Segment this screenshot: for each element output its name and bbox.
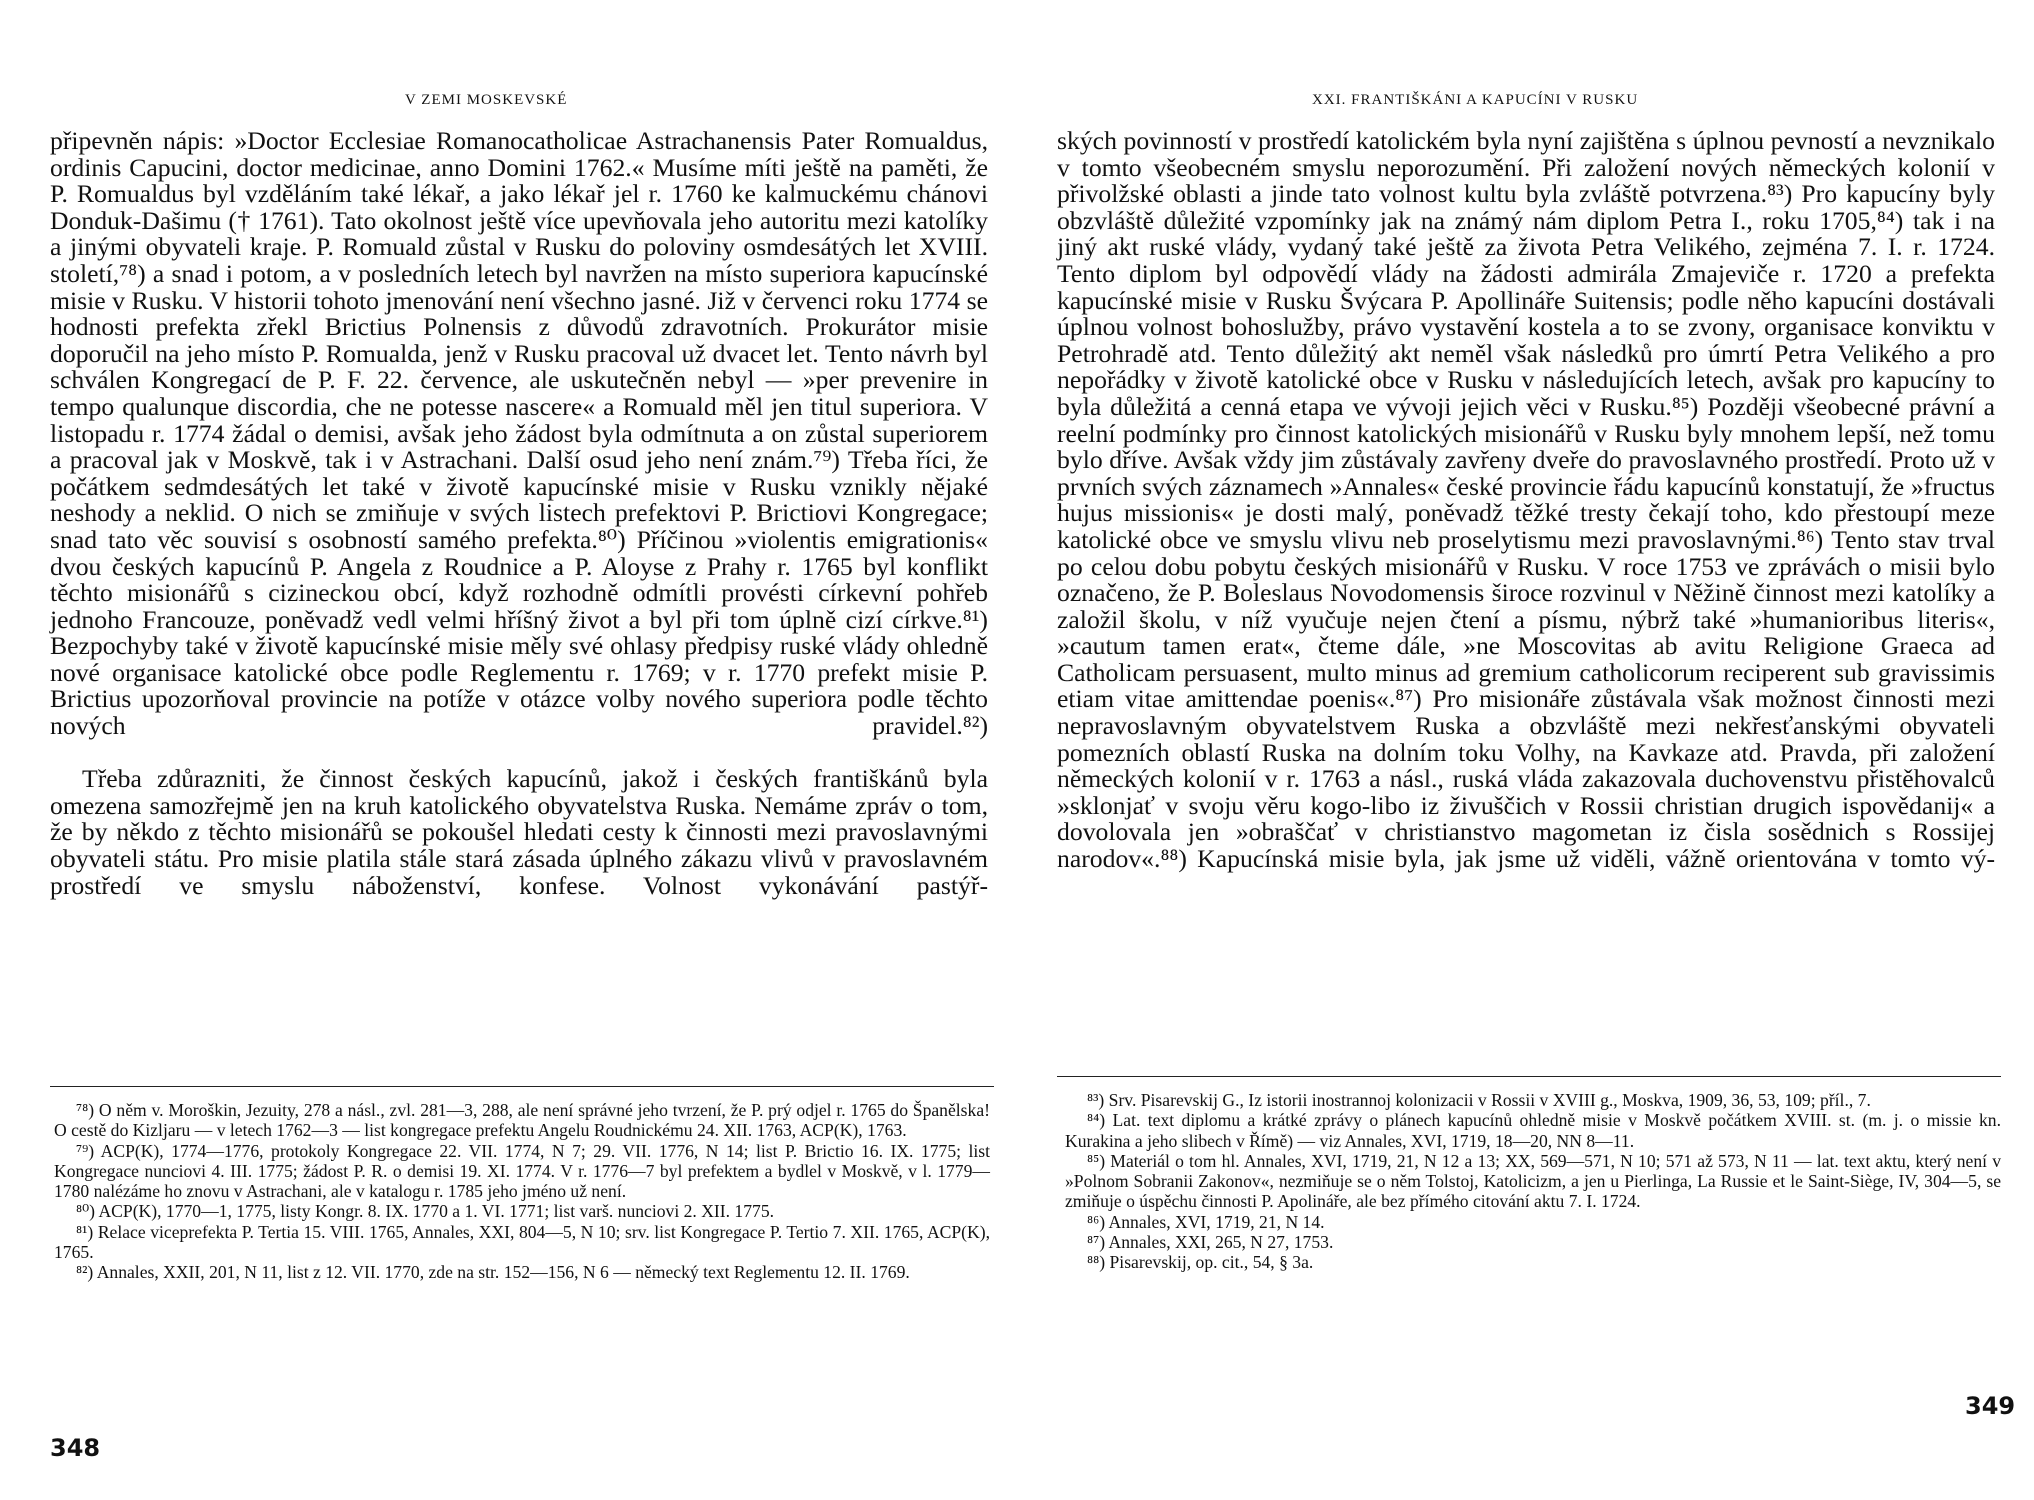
body-text xyxy=(1057,128,1995,899)
footnote: ⁸⁴) Lat. text diplomu a krátké zprávy o plánech kapucínů ohledně misie v Moskvě počátkem XVIII. st. (m. j. o missie kn. Kurakina a jeho slibech v Římě) — viz Annales, XVI, 1719, 18—20, NN 8—11. xyxy=(1065,1110,2001,1151)
running-head: V ZEMI MOSKEVSKÉ xyxy=(405,92,568,108)
footnote: ⁸⁶) Annales, XVI, 1719, 21, N 14. xyxy=(1087,1211,1325,1232)
footnote: ⁸¹) Relace viceprefekta P. Tertia 15. VIII. 1765, Annales, XXI, 804—5, N 10; srv. list Kongregace P. Tertio 7. XII. 1765, ACP(K), 1765. xyxy=(54,1221,990,1263)
paragraph: připevněn nápis: »Doctor Ecclesiae Romanocatholicae Astrachanensis Pater Romualdus, ordinis Capucini, doctor medicinae, anno Domini 1762.« Musíme míti ještě na paměti, že P. Romualdus byl vzděláním také lékař, a jako lékař jel r. 1760 ke kalmuckému chánovi Donduk-Dašimu († 1761). Tato okolnost ještě více upevňovala jeho autoritu mezi katolíky a jinými obyvateli kraje. P. Romuald zůstal v Rusku do poloviny osmdesátých let XVIII. století,⁷⁸) a snad i potom, a v posledních letech byl navržen na místo superiora kapucínské misie v Rusku. V historii tohoto jmenování není všechno jasné. Již v červenci roku 1774 se hodnosti prefekta zřekl Brictius Polnensis z důvodů zdravotních. Prokurátor misie doporučil na jeho místo P. Romualda, jenž v Rusku pracoval už dvacet let. Tento návrh byl schválen Kongregací de P. F. 22. července, ale uskutečněn nebyl — »per prevenire in tempo qualunque discordia, che ne potesse nascere« a Romuald měl jen titul superiora. V listopadu r. 1774 žádal o demisi, avšak jeho žádost byla odmítnuta a on zůstal superiorem a pracoval jak v Moskvě, tak i v Astrachani. Další osud jeho není znám.⁷⁹) Třeba říci, že počátkem sedmdesátých let také v životě kapucínské misie v Rusku vznikly nějaké neshody a neklid. O nich se zmiňuje v svých listech prefektovi P. Brictiovi Kongregace; snad tato věc souvisí s osobností samého prefekta.⁸⁰) Příčinou »violentis emigrationis« dvou českých kapucínů P. Angela z Roudnice a P. Aloyse z Prahy r. 1765 byl konflikt těchto misionářů s cizineckou obcí, když rozhodně odmítli provésti církevní pohřeb jednoho Francouze, poněvadž vedl velmi hříšný život a byl při tom úplně cizí církve.⁸¹) Bezpochyby také v životě kapucínské misie měly své ohlasy předpisy ruské vlády ohledně nové organisace katolické obce podle Reglementu r. 1769; v r. 1770 prefekt misie P. Brictius upozorňoval provincie na potíže v otázce volby nového superiora podle těchto nových pravidel.⁸²) xyxy=(50,126,988,741)
paragraph: Třeba zdůrazniti, že činnost českých kapucínů, jakož i českých františkánů byla omezena samozřejmě jen na kruh katolického obyvatelstva Ruska. Nemáme zpráv o tom, že by někdo z těchto misionářů se pokoušel hledati cesty k činnosti mezi pravoslavnými obyvateli státu. Pro misie platila stále stará zásada úplného zákazu vlivů v pravoslavném prostředí ve smyslu náboženství, konfese. Volnost vykonávání pastýř- xyxy=(50,764,988,900)
footnote-divider xyxy=(50,1086,994,1087)
footnotes xyxy=(1065,1090,2001,1273)
footnote: ⁷⁸) O něm v. Moroškin, Jezuity, 278 a násl., zvl. 281—3, 288, ale není správné jeho tvrzení, že P. prý odjel r. 1765 do Španělska! O cestě do Kizljaru — v letech 1762—3 — list kongregace prefektu Angelu Roudnickému 24. XII. 1763, ACP(K), 1763. xyxy=(54,1100,990,1141)
footnotes xyxy=(54,1100,990,1283)
footnote: ⁸⁵) Materiál o tom hl. Annales, XVI, 1719, 21, N 12 a 13; XX, 569—571, N 10; 571 až 573, N 11 — lat. text aktu, který není v »Polnom Sobranii Zakonov«, nezmiňuje se o něm Tolstoj, Katolicizm, a jen u Pierlinga, La Russie et le Saint-Siège, IV, 304—5, se zmiňuje o úspěchu činnosti P. Apolináře, ale bez přímého citování aktu 7. I. 1724. xyxy=(1065,1150,2001,1212)
body-text xyxy=(50,128,988,926)
footnote: ⁸³) Srv. Pisarevskij G., Iz istorii inostrannoj kolonizacii v Rossii v XVIII g., Moskva, 1909, 36, 53, 109; příl., 7. xyxy=(1087,1090,1871,1110)
paragraph: ských povinností v prostředí katolickém byla nyní zajištěna s úplnou pevností a nevznikalo v tomto všeobecném smyslu neporozumění. Při založení nových německých kolonií v přivolžské oblasti a jinde tato volnost kultu byla zvláště potvrzena.⁸³) Pro kapucíny byly obzvláště důležité vzpomínky jak na známý nám diplom Petra I., roku 1705,⁸⁴) tak i na jiný akt ruské vlády, vydaný také ještě za života Petra Velikého, zejména 7. I. r. 1724. Tento diplom byl odpovědí vlády na žádosti admirála Zmajeviče r. 1720 a prefekta kapucínské misie v Rusku Švýcara P. Apollináře Suitensis; podle něho kapucíni dostávali úplnou volnost bohoslužby, právo vystavění kostela a to se zvony, organisace konviktu v Petrohradě atd. Tento důležitý akt neměl však následků pro úmrtí Petra Velikého a pro nepořádky v životě katolické obce v Rusku v následujících letech, avšak pro kapucíny to byla důležitá a cenná etapa ve vývoji jejich věci v Rusku.⁸⁵) Později všeobecné právní a reelní podmínky pro činnost katolických misionářů v Rusku byly mnohem lepší, než tomu bylo dříve. Avšak vždy jim zůstávaly zavřeny dveře do pravoslavného prostředí. Proto už v prvních svých záznamech »Annales« české provincie řádu kapucínů konstatují, že »fructus hujus missionis« je dosti malý, poněvadž těžké tresty čekají toho, kdo přestoupí meze katolické obce ve smyslu vlivu neb proselytismu mezi pravoslavnými.⁸⁶) Tento stav trval po celou dobu pobytu českých misionářů v Rusku. V roce 1753 ve zprávách o misii bylo označeno, že P. Boleslaus Novodomensis široce rozvinul v Něžině činnost mezi katolíky a založil školu, v níž vyučuje nejen čtení a písmu, nýbrž také »humanioribus literis«, »cautum tamen erat«, čteme dále, »ne Moscovitas ab avitu Religione Graeca ad Catholicam persuasent, multo minus ad gremium catholicorum reciperent sub gravissimis etiam vitae amittendae poenis«.⁸⁷) Pro misionáře zůstávala však možnost činnosti mezi nepravoslavným obyvatelstvem Ruska a obzvláště mezi nekřesťanskými obyvateli pomezních oblastí Ruska na dolním toku Volhy, na Kavkaze atd. Pravda, při založení německých kolonií v r. 1763 a násl., ruská vláda zakazovala duchovenstvu přistěhovalců »sklonjať v svoju věru kogo-libo iz živuščich v Rossii christian drugich ispovědanij« a dovolovala jen »obraščať v christianstvo magometan iz čisla sosědnich s Rossijej narodov«.⁸⁸) Kapucínská misie byla, jak jsme už viděli, vážně orientována v tomto vý- xyxy=(1057,126,1995,874)
page-number: 348 xyxy=(50,1434,101,1462)
page-number: 349 xyxy=(1965,1392,2016,1420)
right-page xyxy=(1017,0,2034,1500)
footnote: ⁸⁸) Pisarevskij, op. cit., 54, § 3a. xyxy=(1087,1252,1314,1273)
footnote: ⁷⁹) ACP(K), 1774—1776, protokoly Kongregace 22. VII. 1774, N 7; 29. VII. 1776, N 14; list P. Brictio 16. IX. 1775; list Kongregace nunciovi 4. III. 1775; žádost P. R. o demisi 19. XI. 1774. V r. 1776—7 byl prefektem a bydlel v Moskvě, v l. 1779—1780 nalézáme ho znovu v Astrachani, ale v katalogu r. 1785 jeho jméno už není. xyxy=(54,1140,990,1202)
footnote-divider xyxy=(1057,1076,2001,1077)
footnote: ⁸⁷) Annales, XXI, 265, N 27, 1753. xyxy=(1087,1232,1334,1253)
running-head: XXI. FRANTIŠKÁNI A KAPUCÍNI V RUSKU xyxy=(1312,92,1639,108)
footnote: ⁸²) Annales, XXII, 201, N 11, list z 12. VII. 1770, zde na str. 152—156, N 6 — německý text Reglementu 12. II. 1769. xyxy=(76,1262,910,1283)
footnote: ⁸⁰) ACP(K), 1770—1, 1775, listy Kongr. 8. IX. 1770 a 1. VI. 1771; list varš. nunciovi 2. XII. 1775. xyxy=(76,1201,775,1222)
